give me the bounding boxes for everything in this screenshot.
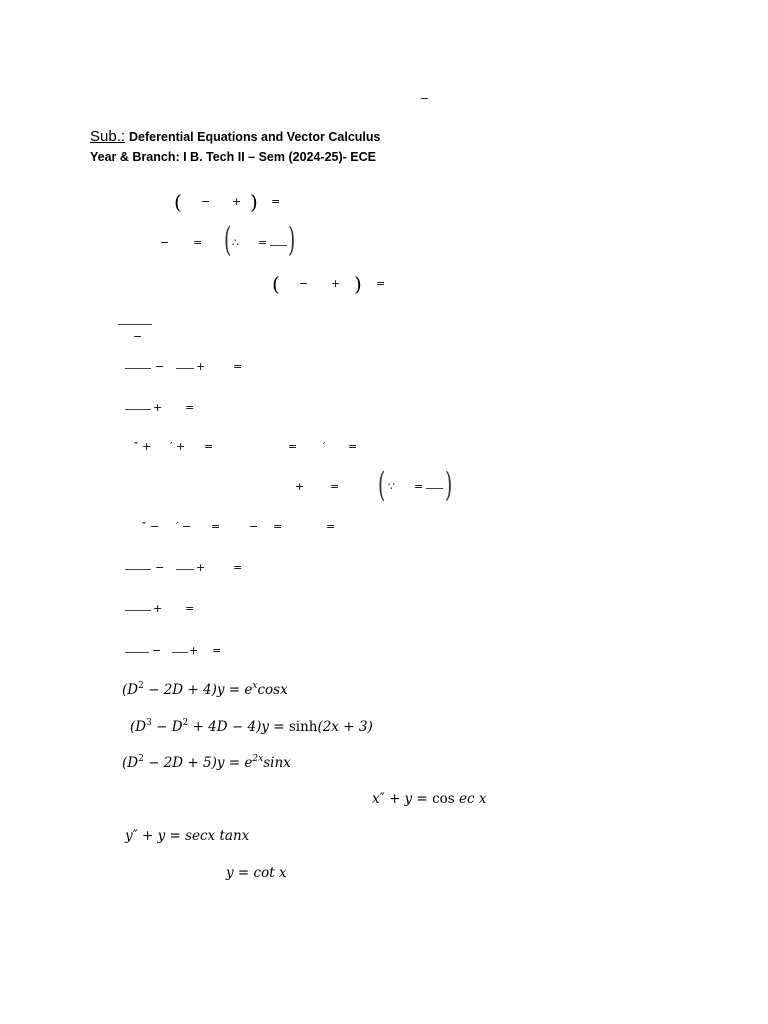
fraction-bar (172, 652, 188, 653)
minus-sign: − (201, 195, 211, 208)
lparen: ( (272, 272, 280, 296)
equals-sign: = (326, 520, 336, 533)
big-rparen: ) (445, 465, 453, 505)
equals-sign: = (414, 480, 424, 493)
equals-sign: = (185, 401, 195, 414)
fraction-bar (125, 409, 151, 410)
minus-sign: − (249, 520, 259, 533)
fraction-bar (125, 652, 149, 653)
fraction-bar (125, 610, 151, 611)
subject-title: Deferential Equations and Vector Calculus (129, 130, 381, 144)
minus-sign: − (133, 330, 143, 343)
big-rparen: ) (288, 220, 296, 260)
minus-sign: − (155, 360, 165, 373)
equals-sign: = (288, 440, 298, 453)
big-lparen: ( (378, 465, 386, 505)
fraction-bar (176, 368, 194, 369)
fraction-bar (118, 324, 152, 325)
minus-sign: − (182, 520, 192, 533)
minus-sign: − (155, 561, 165, 574)
equation-3: $(D^2 - 2D + 5)y = e^{2x}\sin x$ (122, 754, 291, 771)
equals-sign: = (233, 360, 243, 373)
sub-label: Sub.: (90, 128, 126, 145)
equals-sign: = (273, 520, 283, 533)
equation-4: x″ + y = cos ec x (372, 791, 487, 807)
because-sign: ∵ (388, 480, 395, 493)
double-prime: ″ (142, 520, 147, 533)
fraction-bar (125, 368, 151, 369)
plus-sign: + (176, 440, 186, 453)
rparen: ) (250, 190, 258, 214)
big-lparen: ( (224, 220, 232, 260)
plus-sign: + (232, 195, 242, 208)
plus-sign: + (189, 644, 199, 657)
equals-sign: = (233, 561, 243, 574)
lparen: ( (174, 190, 182, 214)
fraction-bar (125, 569, 151, 570)
equals-sign: = (193, 236, 203, 249)
equation-2: $(D^3 - D^2 + 4D - 4)y = \sinh(2x + 3)$ (130, 718, 373, 735)
plus-sign: + (142, 440, 152, 453)
equals-sign: = (258, 236, 268, 249)
top-dash: − (420, 92, 430, 105)
year-branch: Year & Branch: I B. Tech II – Sem (2024-25)- ECE (90, 150, 376, 164)
double-prime: ″ (134, 440, 139, 453)
equation-6: y = cot x (226, 865, 287, 881)
equals-sign: = (204, 440, 214, 453)
plus-sign: + (196, 561, 206, 574)
equals-sign: = (212, 644, 222, 657)
minus-sign: − (150, 520, 160, 533)
minus-sign: − (152, 644, 162, 657)
minus-sign: − (160, 236, 170, 249)
prime: ′ (176, 520, 179, 533)
therefore-sign: ∴ (232, 236, 239, 249)
equals-sign: = (271, 195, 281, 208)
fraction-bar (176, 569, 194, 570)
plus-sign: + (153, 401, 163, 414)
fraction-bar (270, 245, 287, 246)
rparen: ) (354, 272, 362, 296)
equation-5: y″ + y = secx tanx (125, 828, 250, 844)
plus-sign: + (331, 277, 341, 290)
equals-sign: = (211, 520, 221, 533)
minus-sign: − (299, 277, 309, 290)
prime: ′ (170, 440, 173, 453)
plus-sign: + (196, 360, 206, 373)
plus-sign: + (153, 602, 163, 615)
equals-sign: = (330, 480, 340, 493)
plus-sign: + (295, 480, 305, 493)
equation-1: $(D^2 - 2D + 4)y = e^x\cos x$ (122, 681, 288, 698)
prime: ′ (323, 440, 326, 453)
equals-sign: = (348, 440, 358, 453)
equals-sign: = (376, 277, 386, 290)
subject-line (90, 128, 380, 146)
equals-sign: = (185, 602, 195, 615)
fraction-bar (426, 488, 443, 489)
